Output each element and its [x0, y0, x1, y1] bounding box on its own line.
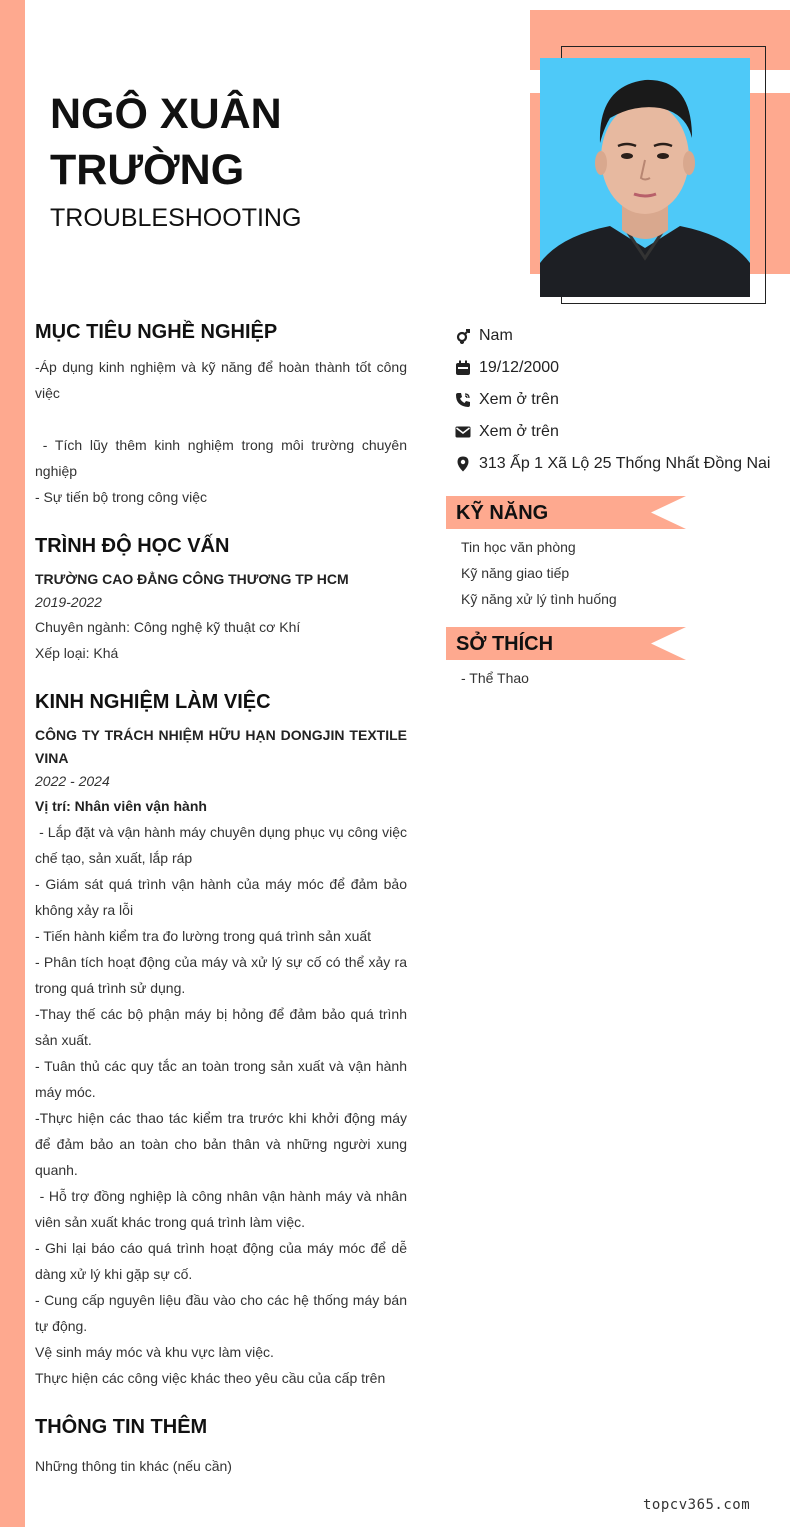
- objective-line: -Áp dụng kinh nghiệm và kỹ năng để hoàn thành tốt công việc: [35, 359, 407, 401]
- education-period: 2019-2022: [35, 594, 102, 610]
- accent-stripe: [0, 0, 25, 1527]
- skill-item: Kỹ năng xử lý tình huống: [461, 591, 617, 607]
- gender-value: Nam: [479, 327, 513, 344]
- experience-period: 2022 - 2024: [35, 773, 110, 789]
- objective-title: MỤC TIÊU NGHỀ NGHIỆP: [35, 321, 278, 343]
- contact-address: [455, 448, 785, 480]
- duty-item: - Tuân thủ các quy tắc an toàn trong sản xuất và vận hành máy móc.: [35, 1058, 407, 1100]
- objective-line: - Sự tiến bộ trong công việc: [35, 489, 208, 505]
- hobby-item: - Thể Thao: [461, 670, 529, 686]
- location-icon: [455, 456, 471, 472]
- objective-line: - Tích lũy thêm kinh nghiệm trong môi trường chuyên nghiệp: [35, 437, 411, 479]
- additional-title: THÔNG TIN THÊM: [35, 1416, 208, 1438]
- duty-item: Vệ sinh máy móc và khu vực làm việc.: [35, 1344, 274, 1360]
- duty-item: -Thực hiện các thao tác kiểm tra trước khi khởi động máy để đảm bảo an toàn cho bản thân và những người xung quanh.: [35, 1110, 407, 1178]
- duty-item: - Tiến hành kiểm tra đo lường trong quá trình sản xuất: [35, 928, 372, 944]
- education-title: TRÌNH ĐỘ HỌC VẤN: [35, 535, 230, 557]
- hobbies-title: SỞ THÍCH: [456, 633, 554, 655]
- hobbies-ribbon: [446, 627, 686, 660]
- education-major: Chuyên ngành: Công nghệ kỹ thuật cơ Khí: [35, 619, 301, 635]
- duty-item: - Phân tích hoạt động của máy và xử lý sự cố có thể xảy ra trong quá trình sử dụng.: [35, 954, 407, 996]
- education-grade: Xếp loại: Khá: [35, 645, 119, 661]
- company-name: CÔNG TY TRÁCH NHIỆM HỮU HẠN DONGJIN TEXTILE VINA: [35, 727, 407, 766]
- job-title: TROUBLESHOOTING: [50, 204, 302, 232]
- gender-icon: [455, 328, 471, 344]
- duty-item: -Thay thế các bộ phận máy bị hỏng để đảm bảo quá trình sản xuất.: [35, 1006, 407, 1048]
- email-value: Xem ở trên: [479, 423, 559, 440]
- skills-ribbon: [446, 496, 686, 529]
- watermark: topcv365.com: [643, 1497, 751, 1513]
- address-value: 313 Ấp 1 Xã Lộ 25 Thống Nhất Đồng Nai: [479, 455, 771, 472]
- birthday-value: 19/12/2000: [479, 359, 560, 376]
- avatar: [540, 58, 750, 297]
- contact-birthday: [455, 352, 785, 384]
- duty-item: - Hỗ trợ đồng nghiệp là công nhân vận hành máy và nhân viên sản xuất khác trong quá trình làm việc.: [35, 1188, 411, 1230]
- skills-list: [461, 534, 761, 612]
- calendar-icon: [455, 360, 471, 376]
- main-column: [35, 318, 411, 1501]
- duty-item: - Ghi lại báo cáo quá trình hoạt động của máy móc để dễ dàng xử lý khi gặp sự cố.: [35, 1240, 407, 1282]
- skills-title: KỸ NĂNG: [456, 502, 549, 524]
- education-section: [35, 532, 407, 666]
- school-name: TRƯỜNG CAO ĐẲNG CÔNG THƯƠNG TP HCM: [35, 571, 349, 587]
- phone-icon: [455, 392, 471, 408]
- objective-section: [35, 318, 411, 510]
- duty-item: - Giám sát quá trình vận hành của máy móc để đảm bảo không xảy ra lỗi: [35, 876, 407, 918]
- additional-text: Những thông tin khác (nếu cần): [35, 1458, 232, 1474]
- contact-info: [455, 320, 785, 480]
- contact-phone: [455, 384, 785, 416]
- candidate-name: NGÔ XUÂN TRƯỜNG: [50, 90, 282, 194]
- duty-item: Thực hiện các công việc khác theo yêu cầu của cấp trên: [35, 1370, 386, 1386]
- duty-item: - Lắp đặt và vận hành máy chuyên dụng phục vụ công việc chế tạo, sản xuất, lắp ráp: [35, 824, 411, 866]
- duty-item: - Cung cấp nguyên liệu đầu vào cho các hệ thống máy bán tự động.: [35, 1292, 407, 1334]
- email-icon: [455, 424, 471, 440]
- experience-section: [35, 688, 411, 1391]
- experience-position: Vị trí: Nhân viên vận hành: [35, 798, 207, 814]
- contact-email: [455, 416, 785, 448]
- hobbies-list: [461, 665, 761, 691]
- additional-section: [35, 1413, 407, 1479]
- contact-gender: [455, 320, 785, 352]
- skill-item: Kỹ năng giao tiếp: [461, 565, 570, 581]
- experience-title: KINH NGHIỆM LÀM VIỆC: [35, 691, 271, 713]
- skill-item: Tin học văn phòng: [461, 539, 576, 555]
- phone-value: Xem ở trên: [479, 391, 559, 408]
